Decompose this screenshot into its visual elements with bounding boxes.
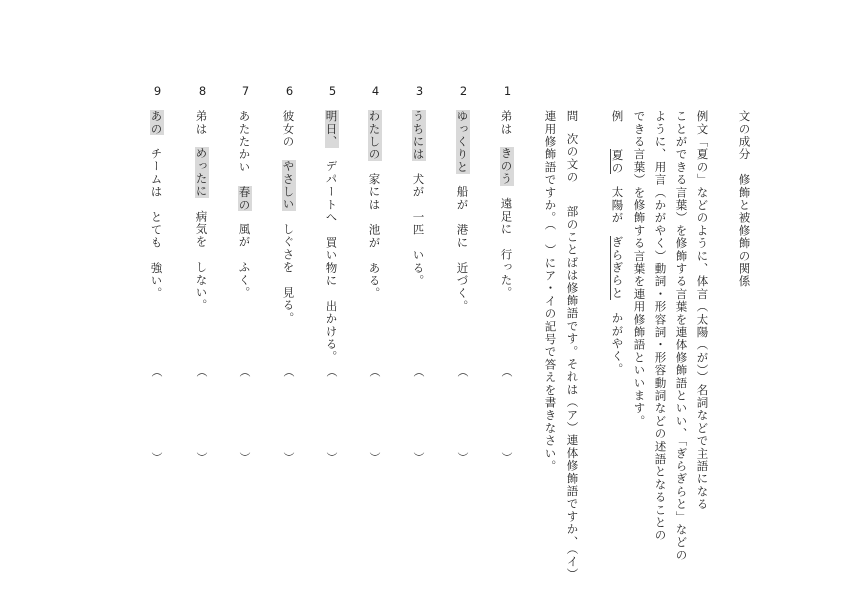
item-number: 6 bbox=[282, 84, 297, 100]
item-pre-text: 彼女の bbox=[281, 110, 296, 149]
item-sentence bbox=[500, 110, 512, 299]
item-target-word: うちには bbox=[411, 110, 426, 161]
item-number: 9 bbox=[150, 84, 165, 100]
item-target-word: ゆっくりと bbox=[455, 110, 470, 174]
item-target-word: 明日、 bbox=[324, 110, 339, 149]
item-post-text: しぐさを 見る。 bbox=[281, 222, 296, 325]
question-line-2: 連用修飾語ですか。（ ）にア・イの記号で答えを書きなさい。 bbox=[543, 110, 558, 473]
item-sentence bbox=[325, 110, 337, 363]
item-number: 2 bbox=[456, 84, 471, 100]
answer-paren-close: ︶ bbox=[325, 452, 338, 463]
page-title: 文の成分 修飾と被修飾の関係 bbox=[737, 110, 752, 288]
answer-paren-open: ︵ bbox=[368, 366, 381, 377]
answer-blank[interactable] bbox=[410, 380, 428, 452]
explanation-line-3: ように、用言（かがやく）動詞・形容詞・形容動詞などの述語となることの bbox=[653, 110, 668, 542]
answer-paren-open: ︵ bbox=[195, 366, 208, 377]
answer-paren-open: ︵ bbox=[456, 366, 469, 377]
item-number: 5 bbox=[325, 84, 340, 100]
answer-blank[interactable] bbox=[498, 380, 516, 452]
example-part-2: 太陽が bbox=[610, 186, 625, 225]
item-number: 3 bbox=[412, 84, 427, 100]
item-post-text: 風が ふく。 bbox=[237, 222, 252, 300]
item-target-word: めったに bbox=[194, 147, 209, 199]
example-part-1: 夏の bbox=[610, 148, 625, 175]
answer-blank[interactable] bbox=[454, 380, 472, 452]
item-post-text: 家には 池が ある。 bbox=[367, 172, 382, 300]
item-sentence bbox=[150, 110, 162, 300]
answer-paren-open: ︵ bbox=[282, 366, 295, 377]
answer-paren-close: ︶ bbox=[150, 452, 163, 463]
item-target-word: 春の bbox=[237, 185, 252, 211]
question-text-a: 次の文の bbox=[565, 132, 580, 184]
answer-paren-open: ︵ bbox=[500, 366, 513, 377]
answer-paren-close: ︶ bbox=[238, 452, 251, 463]
item-sentence bbox=[368, 110, 380, 300]
item-post-text: 犬が 一匹 いる。 bbox=[411, 172, 426, 288]
example-part-3: ぎらぎらと bbox=[610, 236, 625, 300]
answer-paren-close: ︶ bbox=[368, 452, 381, 463]
explanation-line-1: 例文「夏の」などのように、体言（太陽（が））名詞などで主語になる bbox=[695, 110, 710, 511]
answer-paren-open: ︵ bbox=[150, 366, 163, 377]
answer-blank[interactable] bbox=[193, 380, 211, 452]
item-sentence bbox=[456, 110, 468, 313]
example-label: 例 bbox=[610, 110, 625, 123]
item-number: 4 bbox=[368, 84, 383, 100]
example-sentence bbox=[610, 110, 623, 375]
item-target-word: きのう bbox=[499, 147, 514, 186]
answer-blank[interactable] bbox=[236, 380, 254, 452]
item-target-word: あの bbox=[149, 110, 164, 136]
answer-paren-close: ︶ bbox=[456, 452, 469, 463]
item-sentence bbox=[195, 110, 207, 312]
answer-blank[interactable] bbox=[366, 380, 384, 452]
item-number: 1 bbox=[500, 84, 515, 100]
answer-blank[interactable] bbox=[323, 380, 341, 452]
answer-paren-close: ︶ bbox=[500, 452, 513, 463]
question-line-1 bbox=[566, 110, 578, 581]
explanation-line-2: ことができる言葉）を修飾する言葉を連体修飾語といい、「ぎらぎらと」などの bbox=[674, 110, 689, 562]
question-label: 問 bbox=[565, 110, 580, 123]
item-post-text: 病気を しない。 bbox=[194, 210, 209, 312]
answer-paren-close: ︶ bbox=[282, 452, 295, 463]
item-post-text: チームは とても 強い。 bbox=[149, 147, 164, 300]
answer-paren-close: ︶ bbox=[195, 452, 208, 463]
item-post-text: 遠足に 行った。 bbox=[499, 197, 514, 300]
item-target-word: やさしい bbox=[281, 160, 296, 211]
item-post-text: 船が 港に 近づく。 bbox=[455, 185, 470, 313]
answer-paren-open: ︵ bbox=[238, 366, 251, 377]
item-pre-text: 弟は bbox=[499, 110, 514, 136]
item-number: 7 bbox=[238, 84, 253, 100]
item-target-word: わたしの bbox=[367, 110, 382, 161]
answer-paren-close: ︶ bbox=[412, 452, 425, 463]
item-sentence bbox=[282, 110, 294, 325]
item-number: 8 bbox=[195, 84, 210, 100]
item-sentence bbox=[238, 110, 250, 299]
item-post-text: デパートへ 買い物に 出かける。 bbox=[324, 160, 339, 364]
question-text-b: 部のことばは修飾語です。それは（ア）連体修飾語ですか、（イ） bbox=[565, 205, 580, 581]
answer-paren-open: ︵ bbox=[325, 366, 338, 377]
answer-blank[interactable] bbox=[280, 380, 298, 452]
answer-blank[interactable] bbox=[148, 380, 166, 452]
item-pre-text: あたたかい bbox=[237, 110, 252, 174]
example-part-4: かがやく。 bbox=[610, 311, 625, 376]
item-sentence bbox=[412, 110, 424, 287]
answer-paren-open: ︵ bbox=[412, 366, 425, 377]
explanation-line-4: できる言葉）を修飾する言葉を連用修飾語といいます。 bbox=[632, 110, 647, 428]
item-pre-text: 弟は bbox=[194, 110, 209, 136]
